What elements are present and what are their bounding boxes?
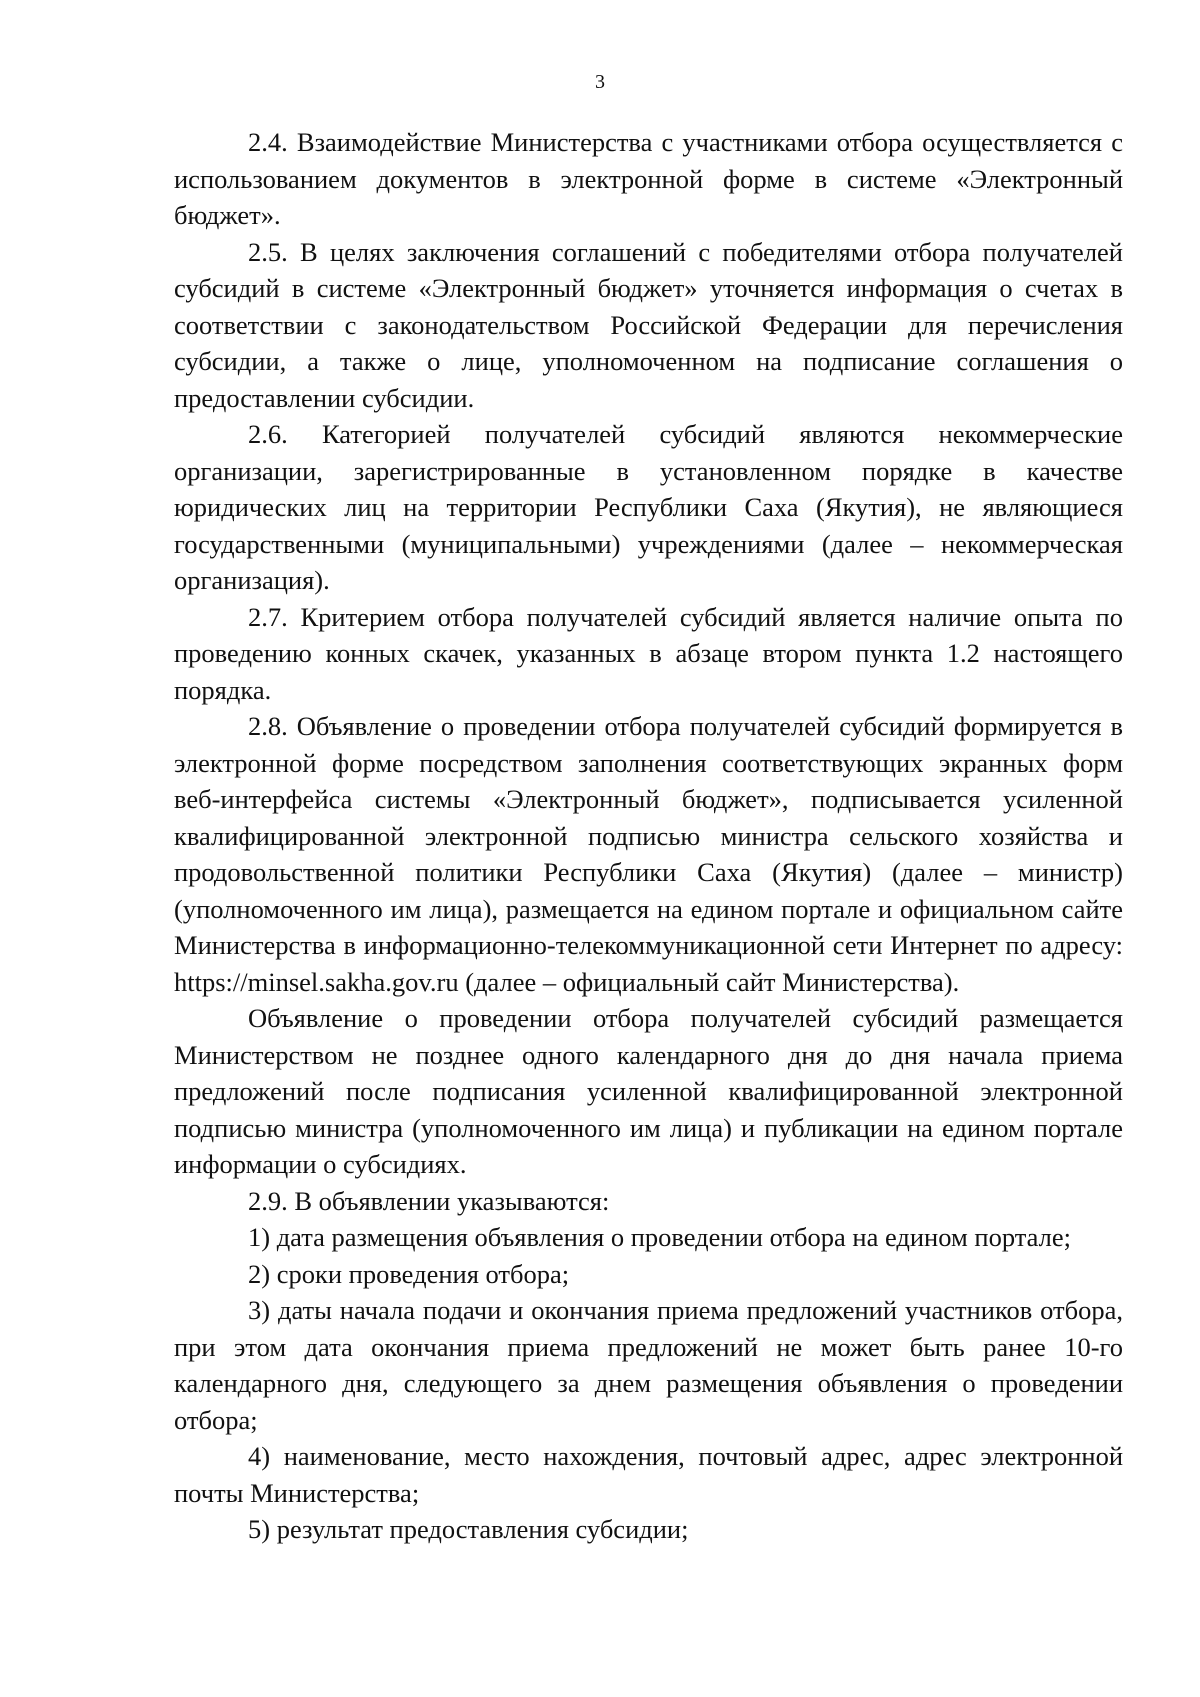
paragraph-2-9: 2.9. В объявлении указываются:: [248, 1185, 610, 1216]
paragraph-2-6: 2.6. Категорией получателей субсидий являются некоммерческие организации, зарегистрированные в установленном порядке в качестве юридических лиц на территории Республики Саха (Якутия), не являющиеся государственными (муниципальными) учреждениями (далее – некоммерческая организация).: [174, 419, 1123, 595]
list-item-5: 5) результат предоставления субсидии;: [248, 1514, 689, 1544]
paragraph-2-4: 2.4. Взаимодействие Министерства с участниками отбора осуществляется с использованием документов в электронной форме в системе «Электронный бюджет».: [174, 127, 1123, 230]
paragraph-2-7: 2.7. Критерием отбора получателей субсидий является наличие опыта по проведению конных скачек, указанных в абзаце втором пункта 1.2 настоящего порядка.: [174, 601, 1123, 705]
list-item-3: 3) даты начала подачи и окончания приема предложений участников отбора, при этом дата окончания приема предложений не может быть ранее 10-го календарного дня, следующего за днем размещения объявления о проведении отбора;: [174, 1295, 1123, 1435]
paragraph-2-8: 2.8. Объявление о проведении отбора получателей субсидий формируется в электронной форме посредством заполнения соответствующих экранных форм веб-интерфейса системы «Электронный бюджет», подписывается усиленной квалифицированной электронной подписью министра сельского хозяйства и продовольственной политики Республики Саха (Якутия) (далее – министр) (уполномоченного им лица), размещается на едином портале и официальном сайте Министерства в информационно-телекоммуникационной сети Интернет по адресу: https://minsel.sakha.gov.ru (далее – официальный сайт Министерства).: [174, 711, 1123, 997]
list-item-2: 2) сроки проведения отбора;: [248, 1258, 570, 1289]
list-item-1: 1) дата размещения объявления о проведении отбора на едином портале;: [248, 1222, 1071, 1252]
page-number: 3: [595, 71, 605, 93]
list-item-4: 4) наименование, место нахождения, почтовый адрес, адрес электронной почты Министерства;: [174, 1441, 1123, 1508]
document-body: [174, 124, 1123, 1548]
paragraph-announcement-placement: Объявление о проведении отбора получателей субсидий размещается Министерством не позднее одного календарного дня до дня начала приема предложений после подписания усиленной квалифицированной электронной подписью министра (уполномоченного им лица) и публикации на едином портале информации о субсидиях.: [174, 1003, 1123, 1179]
paragraph-2-5: 2.5. В целях заключения соглашений с победителями отбора получателей субсидий в системе «Электронный бюджет» уточняется информация о счетах в соответствии с законодательством Российской Федерации для перечисления субсидии, а также о лице, уполномоченном на подписание соглашения о предоставлении субсидии.: [174, 236, 1123, 413]
